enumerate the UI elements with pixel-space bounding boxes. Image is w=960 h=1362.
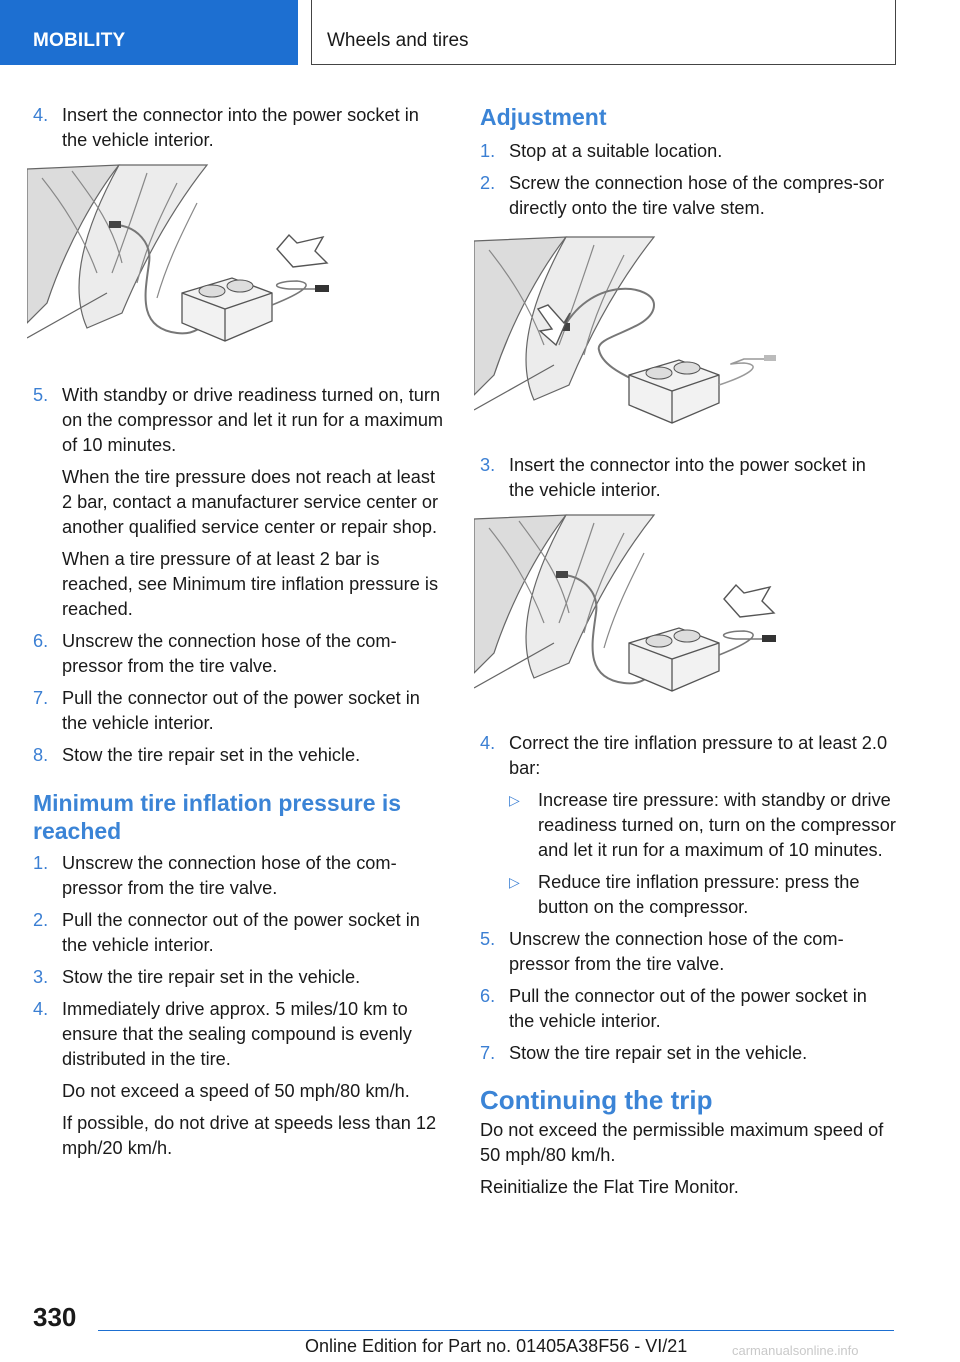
chapter-title: Wheels and tires	[327, 30, 469, 51]
list-item	[480, 984, 896, 1034]
sub-list	[509, 788, 896, 920]
section-heading-adjustment: Adjustment	[480, 104, 607, 130]
list-item	[33, 103, 445, 153]
step-text: Stow the tire repair set in the vehicle.	[509, 1043, 808, 1063]
step-text: Correct the tire inflation pressure to at least 2.0 bar:	[509, 733, 888, 778]
left-steps-b	[33, 383, 445, 768]
step-text: Stow the tire repair set in the vehicle.	[62, 745, 361, 765]
section-heading-minimum-pressure: Minimum tire inflation pressure is reached	[33, 790, 402, 844]
page-number: 330	[33, 1302, 77, 1332]
step-text: Insert the connector into the power socket in the vehicle interior.	[509, 455, 866, 500]
watermark-text: carmanualsonline.info	[732, 1343, 859, 1358]
list-item	[33, 743, 445, 768]
section-heading-continuing-trip: Continuing the trip	[480, 1085, 713, 1115]
step-text: Immediately drive approx. 5 miles/10 km to ensure that the sealing compound is evenly distributed in the tire.	[62, 999, 412, 1069]
step-text: Unscrew the connection hose of the com-pressor from the tire valve.	[62, 853, 397, 898]
compressor-socket-illustration	[27, 163, 357, 359]
list-item	[33, 383, 445, 622]
step-number: 1.	[480, 141, 496, 161]
right-column	[480, 103, 896, 1207]
step-number: 2.	[33, 910, 49, 930]
step-number: 3.	[33, 967, 49, 987]
left-steps-c	[33, 851, 445, 1161]
right-steps-a	[480, 139, 896, 221]
step-number: 7.	[480, 1043, 496, 1063]
list-item	[480, 731, 896, 920]
list-item	[480, 171, 896, 221]
body-paragraph: Reinitialize the Flat Tire Monitor.	[480, 1177, 739, 1197]
step-text: Screw the connection hose of the compres-sor directly onto the tire valve stem.	[509, 173, 885, 218]
left-steps-a	[33, 103, 445, 153]
sub-list-item	[509, 870, 896, 920]
sub-item-text: Reduce tire inflation pressure: press the button on the compressor.	[538, 872, 860, 917]
list-item	[33, 851, 445, 901]
list-item	[33, 686, 445, 736]
step-text: Unscrew the connection hose of the com-pressor from the tire valve.	[509, 929, 844, 974]
step-text: Do not exceed a speed of 50 mph/80 km/h.	[62, 1081, 410, 1101]
list-item	[33, 908, 445, 958]
step-number: 7.	[33, 688, 49, 708]
step-number: 4.	[33, 999, 49, 1019]
step-text: When a tire pressure of at least 2 bar is reached, see Minimum tire inflation pressure is reached.	[62, 549, 439, 619]
list-item	[33, 965, 445, 990]
right-steps-b	[480, 453, 896, 503]
step-text: With standby or drive readiness turned on, turn on the compressor and let it run for a maximum of 10 minutes.	[62, 385, 444, 455]
step-text: Insert the connector into the power socket in the vehicle interior.	[62, 105, 419, 150]
footer-divider	[98, 1330, 894, 1331]
chapter-header	[311, 0, 896, 65]
step-number: 2.	[480, 173, 496, 193]
step-number: 3.	[480, 455, 496, 475]
step-number: 6.	[33, 631, 49, 651]
sub-item-text: Increase tire pressure: with standby or drive readiness turned on, turn on the compressor and let it run for a maximum of 10 minutes.	[538, 790, 896, 860]
step-number: 4.	[33, 105, 49, 125]
step-text: If possible, do not drive at speeds less than 12 mph/20 km/h.	[62, 1113, 437, 1158]
triangle-bullet-icon: ▷	[509, 874, 520, 890]
section-tab	[0, 0, 298, 65]
edition-text: Online Edition for Part no. 01405A38F56 - VI/21	[305, 1336, 688, 1356]
sub-list-item	[509, 788, 896, 863]
step-text: When the tire pressure does not reach at least 2 bar, contact a manufacturer service center or another qualified service center or repair shop.	[62, 467, 439, 537]
body-paragraph: Do not exceed the permissible maximum speed of 50 mph/80 km/h.	[480, 1120, 884, 1165]
left-column	[33, 103, 445, 1168]
step-text: Stop at a suitable location.	[509, 141, 723, 161]
step-number: 6.	[480, 986, 496, 1006]
hose-valve-illustration	[474, 235, 804, 431]
list-item	[33, 629, 445, 679]
step-number: 4.	[480, 733, 496, 753]
step-text: Stow the tire repair set in the vehicle.	[62, 967, 361, 987]
step-number: 5.	[480, 929, 496, 949]
step-text: Unscrew the connection hose of the com-pressor from the tire valve.	[62, 631, 397, 676]
compressor-socket-illustration-2	[474, 513, 804, 709]
list-item	[480, 453, 896, 503]
list-item	[480, 1041, 896, 1066]
right-steps-c	[480, 927, 896, 1066]
step-number: 8.	[33, 745, 49, 765]
step-text: Pull the connector out of the power socket in the vehicle interior.	[62, 910, 420, 955]
step-text: Pull the connector out of the power socket in the vehicle interior.	[62, 688, 420, 733]
list-item	[480, 927, 896, 977]
section-label: MOBILITY	[33, 30, 126, 51]
step-text: Pull the connector out of the power socket in the vehicle interior.	[509, 986, 867, 1031]
step-number: 1.	[33, 853, 49, 873]
list-item	[480, 139, 896, 164]
step-number: 5.	[33, 385, 49, 405]
triangle-bullet-icon: ▷	[509, 792, 520, 808]
list-item	[33, 997, 445, 1161]
